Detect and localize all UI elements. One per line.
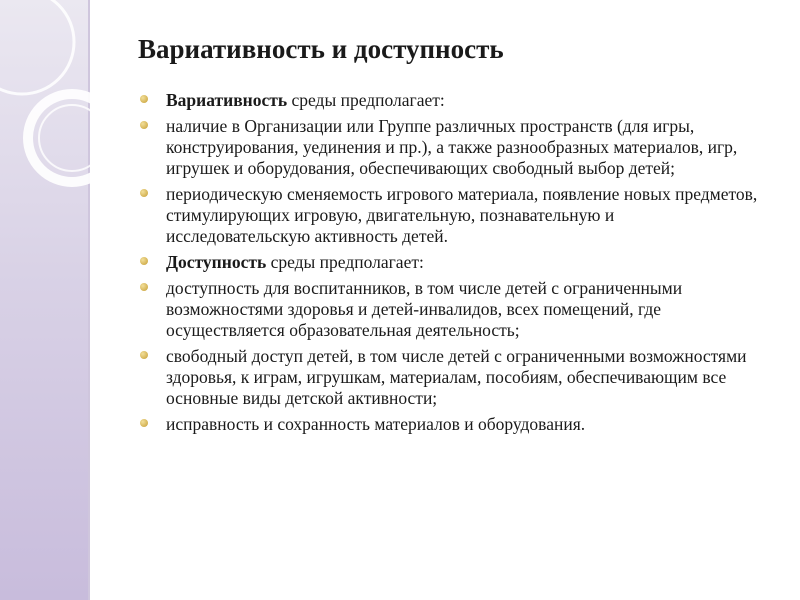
- item-bold: Доступность: [166, 252, 267, 272]
- bullet-list: [140, 90, 760, 440]
- item-text: исправность и сохранность материалов и оборудования.: [166, 414, 586, 434]
- list-item: [140, 184, 760, 247]
- list-item: [140, 90, 760, 111]
- item-bold: Вариативность: [166, 90, 288, 110]
- item-text: периодическую сменяемость игрового материала, появление новых предметов, стимулирующих игровую, двигательную, познавательную и исследовательскую активность детей.: [166, 184, 758, 246]
- bullet-icon: [140, 257, 148, 265]
- decorative-rings: [0, 0, 110, 220]
- ring-thick: [28, 94, 110, 182]
- bullet-icon: [140, 95, 148, 103]
- bullet-icon: [140, 121, 148, 129]
- item-text: среды предполагает:: [287, 90, 445, 110]
- bullet-icon: [140, 351, 148, 359]
- item-text: свободный доступ детей, в том числе детей с ограниченными возможностями здоровья, к играм, игрушкам, материалам, пособиям, обеспечивающим все основные виды детской активности;: [166, 346, 747, 408]
- item-text: доступность для воспитанников, в том числе детей с ограниченными возможностями здоровья и детей-инвалидов, всех помещений, где осуществляется образовательная деятельность;: [166, 278, 683, 340]
- list-item: [140, 346, 760, 409]
- item-text: среды предполагает:: [266, 252, 424, 272]
- bullet-icon: [140, 419, 148, 427]
- bullet-icon: [140, 283, 148, 291]
- ring-large: [0, 0, 74, 94]
- slide-title: Вариативность и доступность: [138, 34, 504, 64]
- ring-inner: [39, 105, 105, 171]
- list-item: [140, 278, 760, 341]
- bullet-icon: [140, 189, 148, 197]
- list-item: [140, 252, 760, 273]
- list-item: [140, 116, 760, 179]
- list-item: [140, 414, 760, 435]
- item-text: наличие в Организации или Группе различных пространств (для игры, конструирования, уединения и пр.), а также разнообразных материалов, игр, игрушек и оборудования, обеспечивающих свободный выбор детей;: [166, 116, 738, 178]
